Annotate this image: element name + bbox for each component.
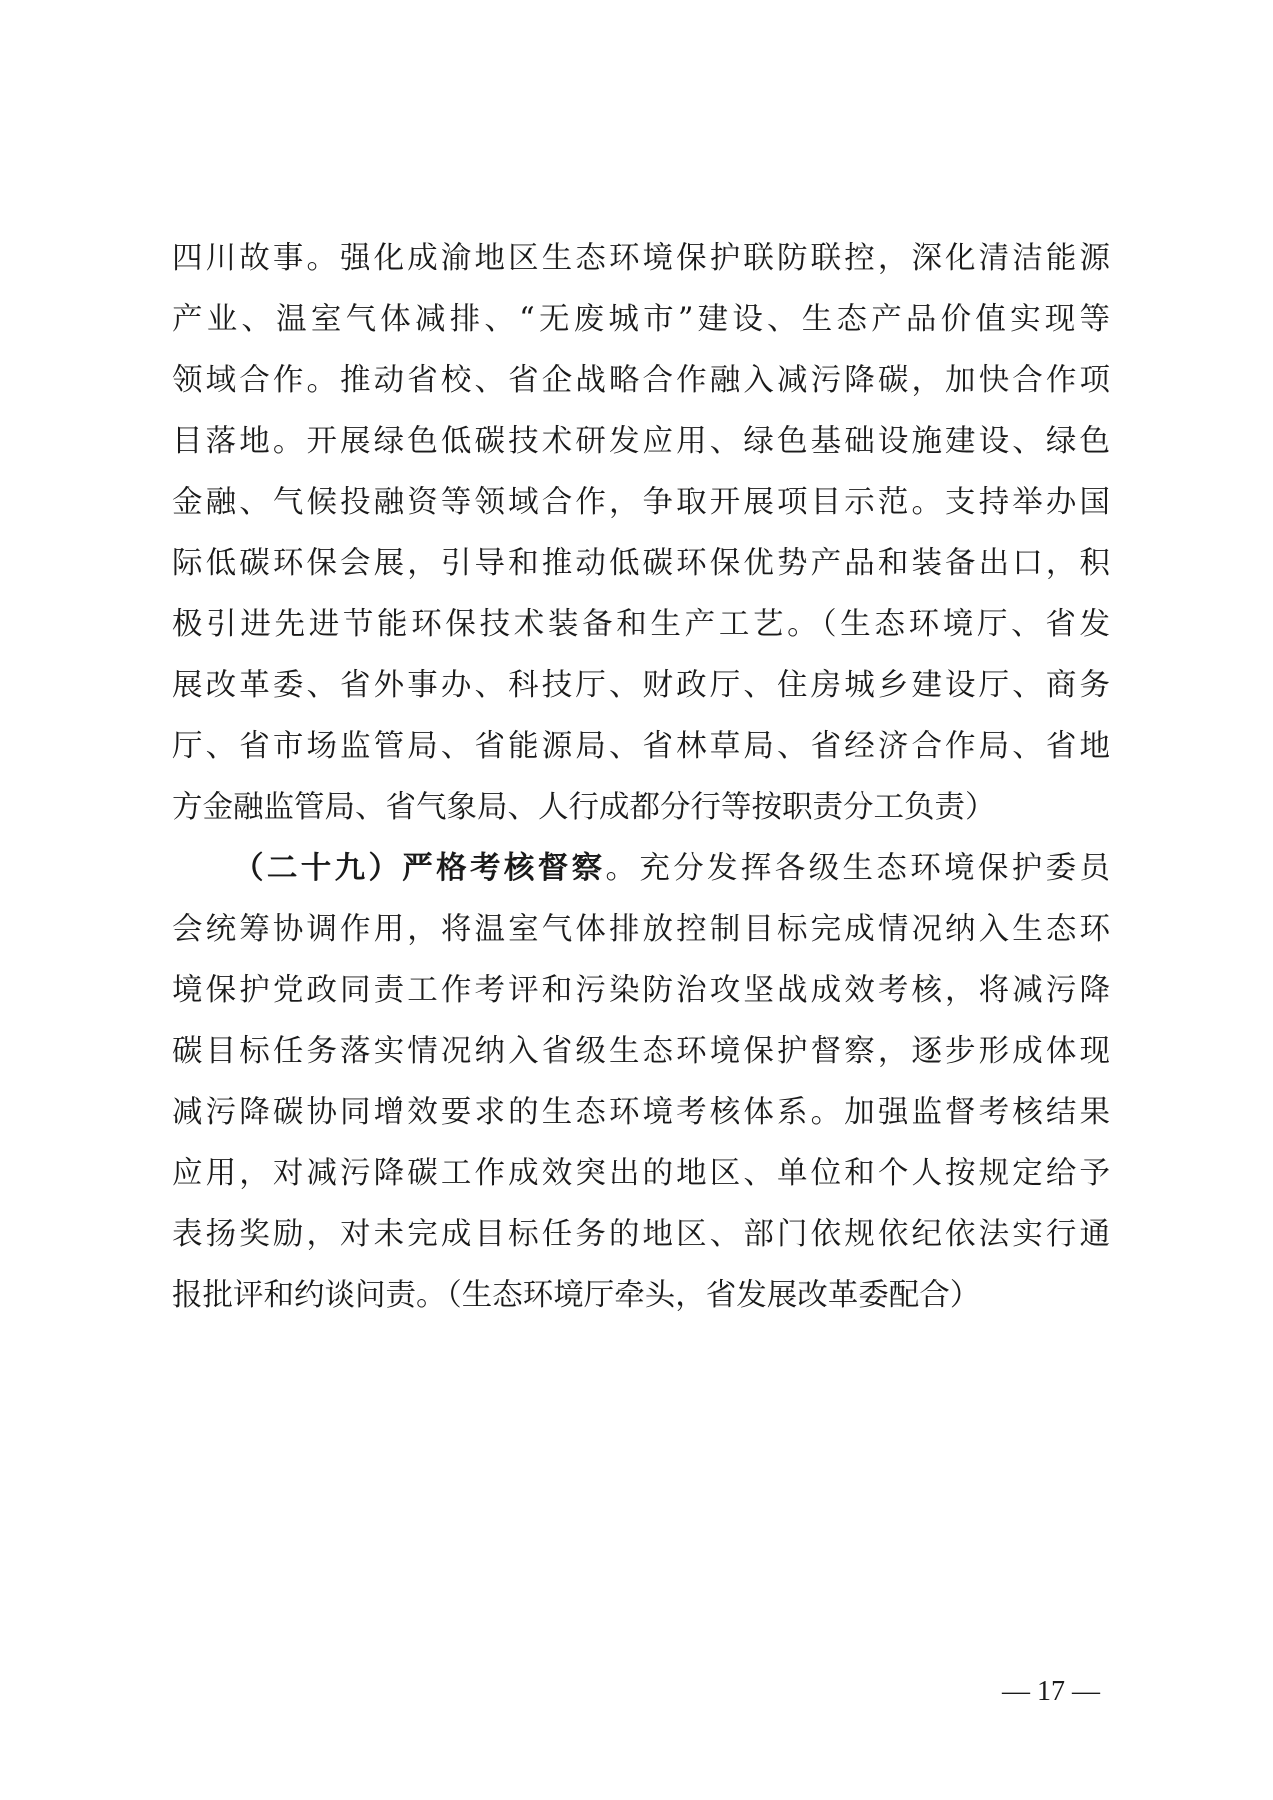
text-line: 四川故事。强化成渝地区生态环境保护联防联控，深化清洁能源 [172,241,1110,276]
text-line: 方金融监管局、省气象局、人行成都分行等按职责分工负责） [172,790,996,825]
text-line: 极引进先进节能环保技术装备和生产工艺。（生态环境厅、省发 [172,607,1110,642]
paragraph-2 [172,838,1110,1326]
text-line: 表扬奖励，对未完成目标任务的地区、部门依规依纪依法实行通 [172,1217,1110,1252]
text-line: 会统筹协调作用，将温室气体排放控制目标完成情况纳入生态环 [172,912,1110,947]
text-line: 展改革委、省外事办、科技厅、财政厅、住房城乡建设厅、商务 [172,668,1110,703]
body-text [172,228,1110,1326]
text-line: 报批评和约谈问责。（生态环境厅牵头，省发展改革委配合） [172,1278,981,1313]
text-line: 目落地。开展绿色低碳技术研发应用、绿色基础设施建设、绿色 [172,424,1110,459]
text-line: 金融、气候投融资等领域合作，争取开展项目示范。支持举办国 [172,485,1110,520]
paragraph-1 [172,228,1110,838]
text-line: 领域合作。推动省校、省企战略合作融入减污降碳，加快合作项 [172,363,1110,398]
text-line: 际低碳环保会展，引导和推动低碳环保优势产品和装备出口，积 [172,546,1110,581]
text-line: 碳目标任务落实情况纳入省级生态环境保护督察，逐步形成体现 [172,1034,1110,1069]
text-line: 减污降碳协同增效要求的生态环境考核体系。加强监督考核结果 [172,1095,1110,1130]
text-line: 境保护党政同责工作考评和污染防治攻坚战成效考核，将减污降 [172,973,1110,1008]
text-line: 产业、温室气体减排、“无废城市”建设、生态产品价值实现等 [172,302,1110,337]
page-number: — 17 — [1002,1676,1100,1707]
text-line: 应用，对减污降碳工作成效突出的地区、单位和个人按规定给予 [172,1156,1110,1191]
section-heading: （二十九）严格考核督察 [233,851,606,886]
text-run: 。充分发挥各级生态环境保护委员 [605,851,1111,886]
text-line: 厅、省市场监管局、省能源局、省林草局、省经济合作局、省地 [172,729,1110,764]
paragraph-first-line [172,838,1110,899]
